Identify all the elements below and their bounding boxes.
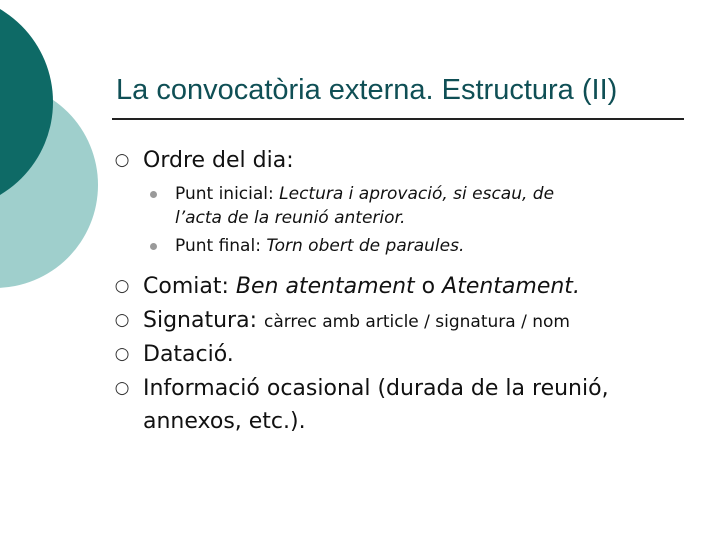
subitem-punt-final-label: Punt final: [175,236,267,256]
subitem-punt-inicial-text: Lectura i aprovació, si escau, de [279,184,555,204]
item-datacio: Datació. [143,342,234,367]
gray-dot-bullet-icon [150,191,157,198]
item-ordre-del-dia: Ordre del dia: [143,148,294,173]
item-comiat-label: Comiat: [143,274,236,299]
title-divider [112,118,684,120]
item-signatura-detail: càrrec amb article / signatura / nom [263,312,570,332]
item-comiat-connector: o [414,274,443,299]
gray-dot-bullet-icon [150,243,157,250]
subitem-punt-inicial-label: Punt inicial: [175,184,280,204]
item-comiat-option-a: Ben atentament [235,274,415,299]
item-comiat [143,272,580,302]
item-comiat-option-b: Atentament. [442,274,580,299]
hollow-circle-bullet-icon: ○ [114,378,130,398]
subitem-punt-inicial-text-cont: l’acta de la reunió anterior. [175,208,406,228]
item-informacio-line2: annexos, etc.). [143,409,306,434]
subitem-punt-inicial-line1 [175,183,554,206]
hollow-circle-bullet-icon: ○ [114,150,130,170]
item-signatura [143,306,570,337]
hollow-circle-bullet-icon: ○ [114,276,130,296]
teal-circles-graphic [0,0,130,300]
subitem-punt-final [175,235,464,258]
item-signatura-label: Signatura: [143,308,264,333]
item-informacio-line1: Informació ocasional (durada de la reunió, [143,376,609,401]
hollow-circle-bullet-icon: ○ [114,344,130,364]
decorative-circles [0,0,130,300]
subitem-punt-final-text: Torn obert de paraules. [266,236,465,256]
slide-title: La convocatòria externa. Estructura (II) [116,74,618,106]
subitem-punt-inicial-line2 [175,207,405,230]
hollow-circle-bullet-icon: ○ [114,310,130,330]
